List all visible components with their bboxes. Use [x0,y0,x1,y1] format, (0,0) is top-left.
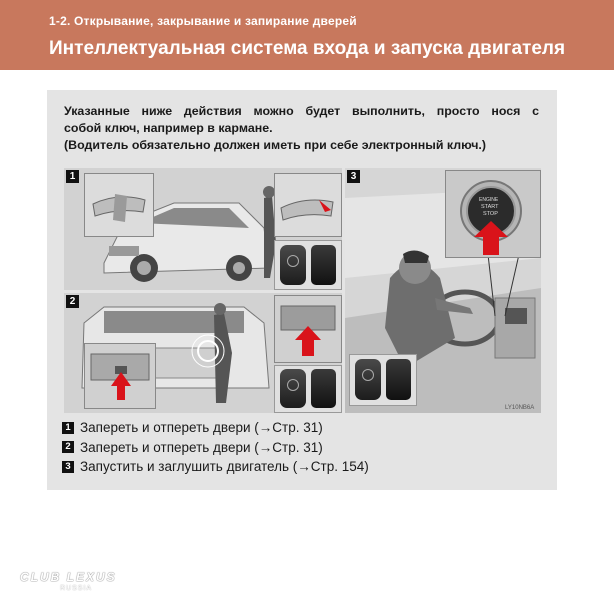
start-button-label-start: START [481,204,499,210]
caption-text: Запереть и отпереть двери (→Стр. 31) [80,439,323,455]
section-title: 1-2. Открывание, закрывание и запирание дверей [49,14,357,28]
watermark-logo: CLUB LEXUS [20,570,117,584]
watermark-subtitle: RUSSIA [60,585,93,592]
card-key-icon [311,369,336,408]
figure-3-badge: 3 [347,170,360,183]
figure-2-inset-trunk-button [84,343,156,409]
intro-line-3: (Водитель обязательно должен иметь при себе электронный ключ.) [64,138,487,152]
caption-number: 1 [62,422,74,434]
start-button-label-engine: ENGINE [479,197,499,203]
caption-item [62,418,369,438]
figure-1-inset-handle-left [84,173,154,237]
handle-left-illustration [85,174,153,236]
figure-2-trunk [64,293,342,413]
figure-3-inset-start-button [445,170,541,258]
start-button-label-stop: STOP [483,211,498,217]
caption-item [62,438,369,458]
figure-1-keys [274,240,342,290]
figure-1-door-handle [64,168,342,290]
figure-3-engine-start [345,168,541,413]
caption-list [62,418,369,477]
smart-key-icon [280,245,306,285]
page-title: Интеллектуальная система входа и запуска двигателя [49,38,566,59]
figure-2-keys [274,365,342,413]
caption-text: Запереть и отпереть двери (→Стр. 31) [80,420,323,435]
figure-1-inset-handle-right [274,173,342,237]
caption-number: 3 [62,461,74,473]
figure-code: LY10NB6A [505,405,535,411]
card-key-icon [386,359,411,400]
intro-text [64,103,539,154]
figure-3-keys [349,354,417,406]
smart-key-icon [355,359,381,400]
figure-2-badge: 2 [66,295,79,308]
trunk-button-illustration [85,344,155,408]
figure-1-badge: 1 [66,170,79,183]
figure-2-inset-trunk-close [274,295,342,363]
trunk-close-illustration [275,296,341,362]
intro-line-2: собой ключ, например в кармане. [64,121,273,135]
caption-text: Запустить и заглушить двигатель (→Стр. 154) [80,459,369,474]
page-header [0,0,614,70]
smart-key-icon [280,369,306,408]
handle-right-illustration [275,174,341,236]
intro-line-1: Указанные ниже действия можно будет выполнить, просто нося с [64,104,539,118]
card-key-icon [311,245,336,285]
caption-item [62,457,369,477]
caption-number: 2 [62,441,74,453]
